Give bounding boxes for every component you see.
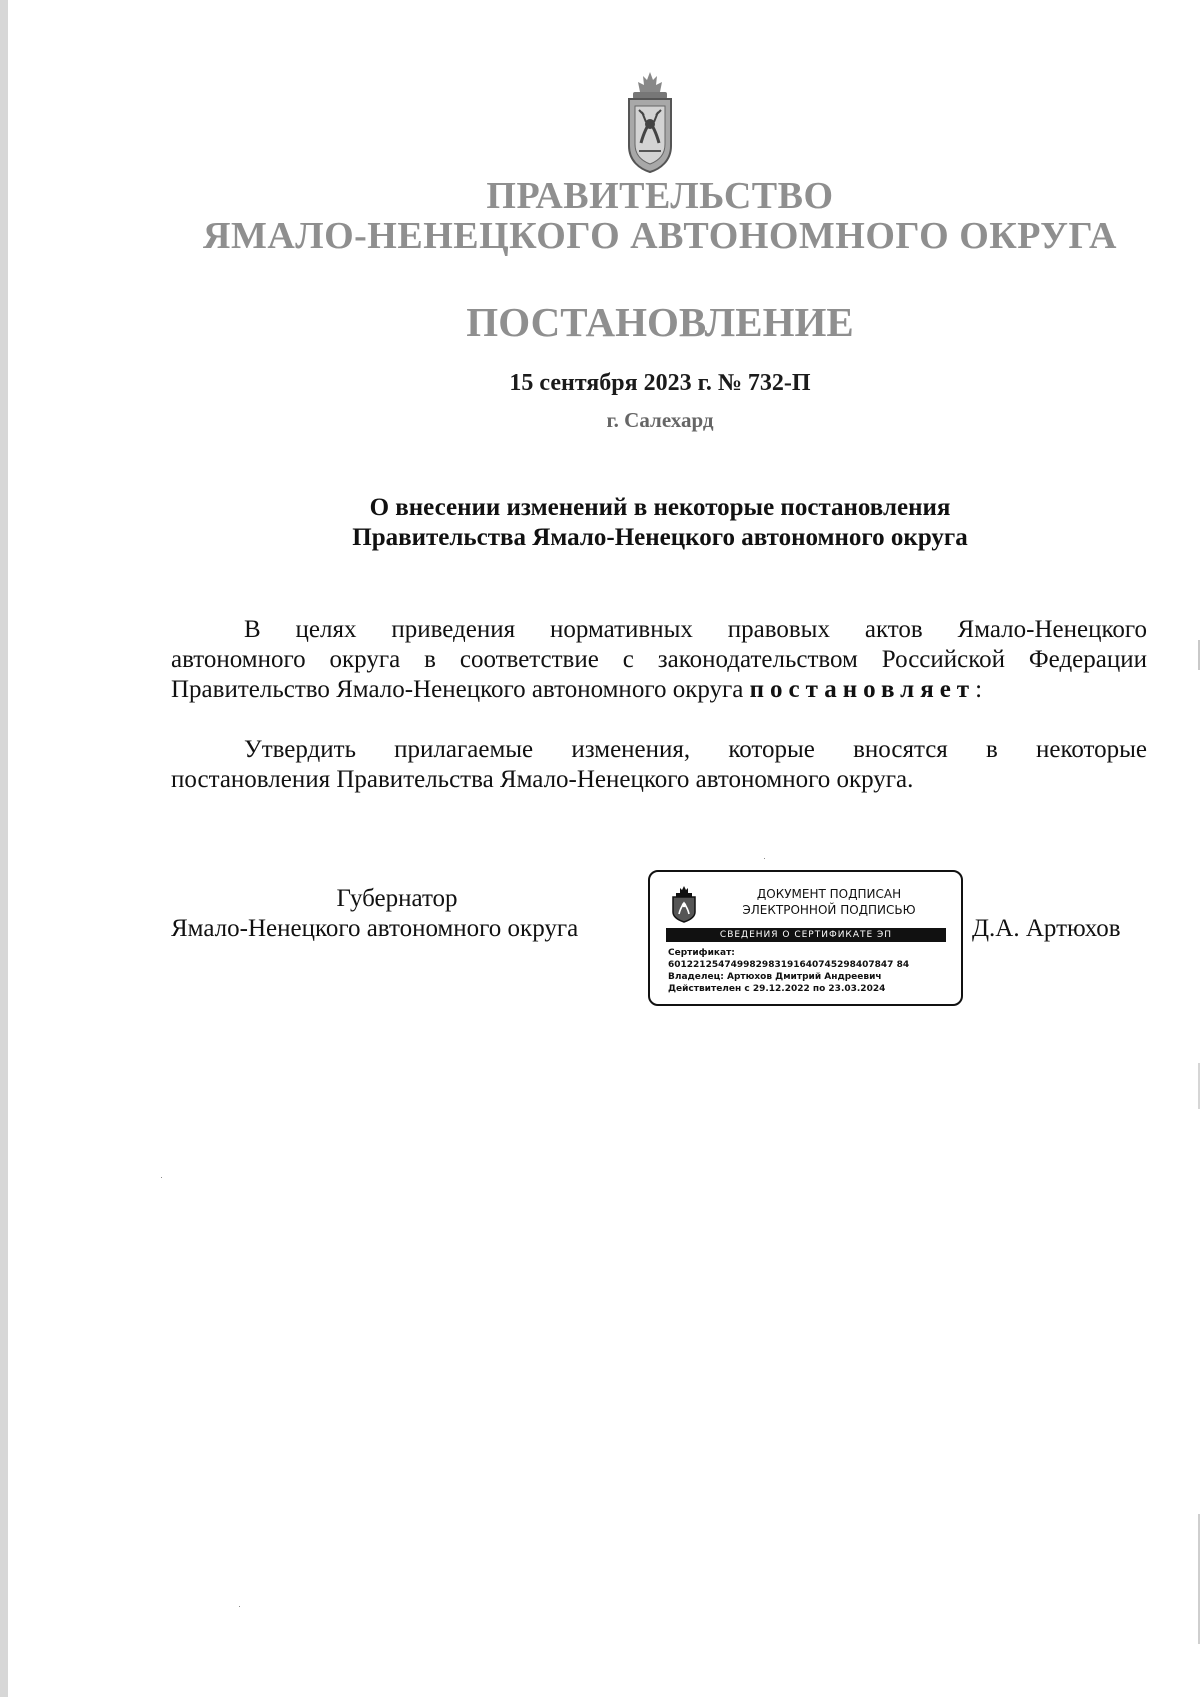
subject-line-1: О внесении изменений в некоторые постановления (369, 494, 951, 521)
page-left-edge (0, 0, 8, 1697)
document-date-number: 15 сентября 2023 г. № 732-П (509, 370, 811, 396)
signatory-position-line-2: Ямало-Ненецкого автономного округа (171, 915, 579, 942)
stamp-certificate-bar: СВЕДЕНИЯ О СЕРТИФИКАТЕ ЭП (666, 928, 946, 942)
stamp-validity: Действителен с 29.12.2022 по 23.03.2024 (668, 984, 886, 994)
stamp-certificate-value: 601221254749982983191640745298407847 84 (668, 960, 910, 970)
subject-line-2: Правительства Ямало-Ненецкого автономного округа (352, 524, 968, 551)
paragraph-purpose-line-3 (171, 675, 1147, 705)
paragraph-approve (171, 735, 1147, 795)
paragraph-purpose-line-3-suffix: : (975, 676, 983, 703)
stamp-owner: Владелец: Артюхов Дмитрий Андреевич (668, 972, 882, 982)
scan-speck (161, 1177, 162, 1178)
paragraph-purpose-line-1: В целях приведения нормативных правовых актов Ямало-Ненецкого (244, 616, 1147, 643)
resolves-word: постановляет (749, 676, 976, 703)
signatory-name: Д.А. Артюхов (972, 915, 1121, 942)
scan-speck (239, 1606, 240, 1607)
stamp-coat-of-arms-icon (670, 885, 698, 923)
document-city: г. Салехард (606, 408, 714, 432)
paragraph-purpose-line-3-prefix: Правительство Ямало-Ненецкого автономного округа (171, 676, 750, 703)
stamp-certificate-label: Сертификат: (668, 948, 735, 958)
signatory-position-line-1: Губернатор (336, 885, 458, 912)
government-title-line-2: ЯМАЛО-НЕНЕЦКОГО АВТОНОМНОГО ОКРУГА (203, 215, 1117, 257)
paragraph-purpose-line-2: автономного округа в соответствие с законодательством Российской Федерации (171, 646, 1147, 673)
stamp-title-line-1: ДОКУМЕНТ ПОДПИСАН (756, 887, 902, 901)
paragraph-approve-line-1: Утвердить прилагаемые изменения, которые вносятся в некоторые (244, 736, 1147, 763)
electronic-signature-stamp (648, 870, 963, 1006)
stamp-title-line-2: ЭЛЕКТРОННОЙ ПОДПИСЬЮ (742, 903, 916, 917)
paragraph-approve-line-2: постановления Правительства Ямало-Ненецкого автономного округа. (171, 766, 914, 793)
document-type-heading: ПОСТАНОВЛЕНИЕ (466, 299, 854, 345)
government-title-line-1: ПРАВИТЕЛЬСТВО (486, 175, 834, 217)
coat-of-arms-icon (622, 70, 678, 174)
scan-speck (764, 858, 765, 859)
paragraph-purpose (171, 615, 1147, 705)
